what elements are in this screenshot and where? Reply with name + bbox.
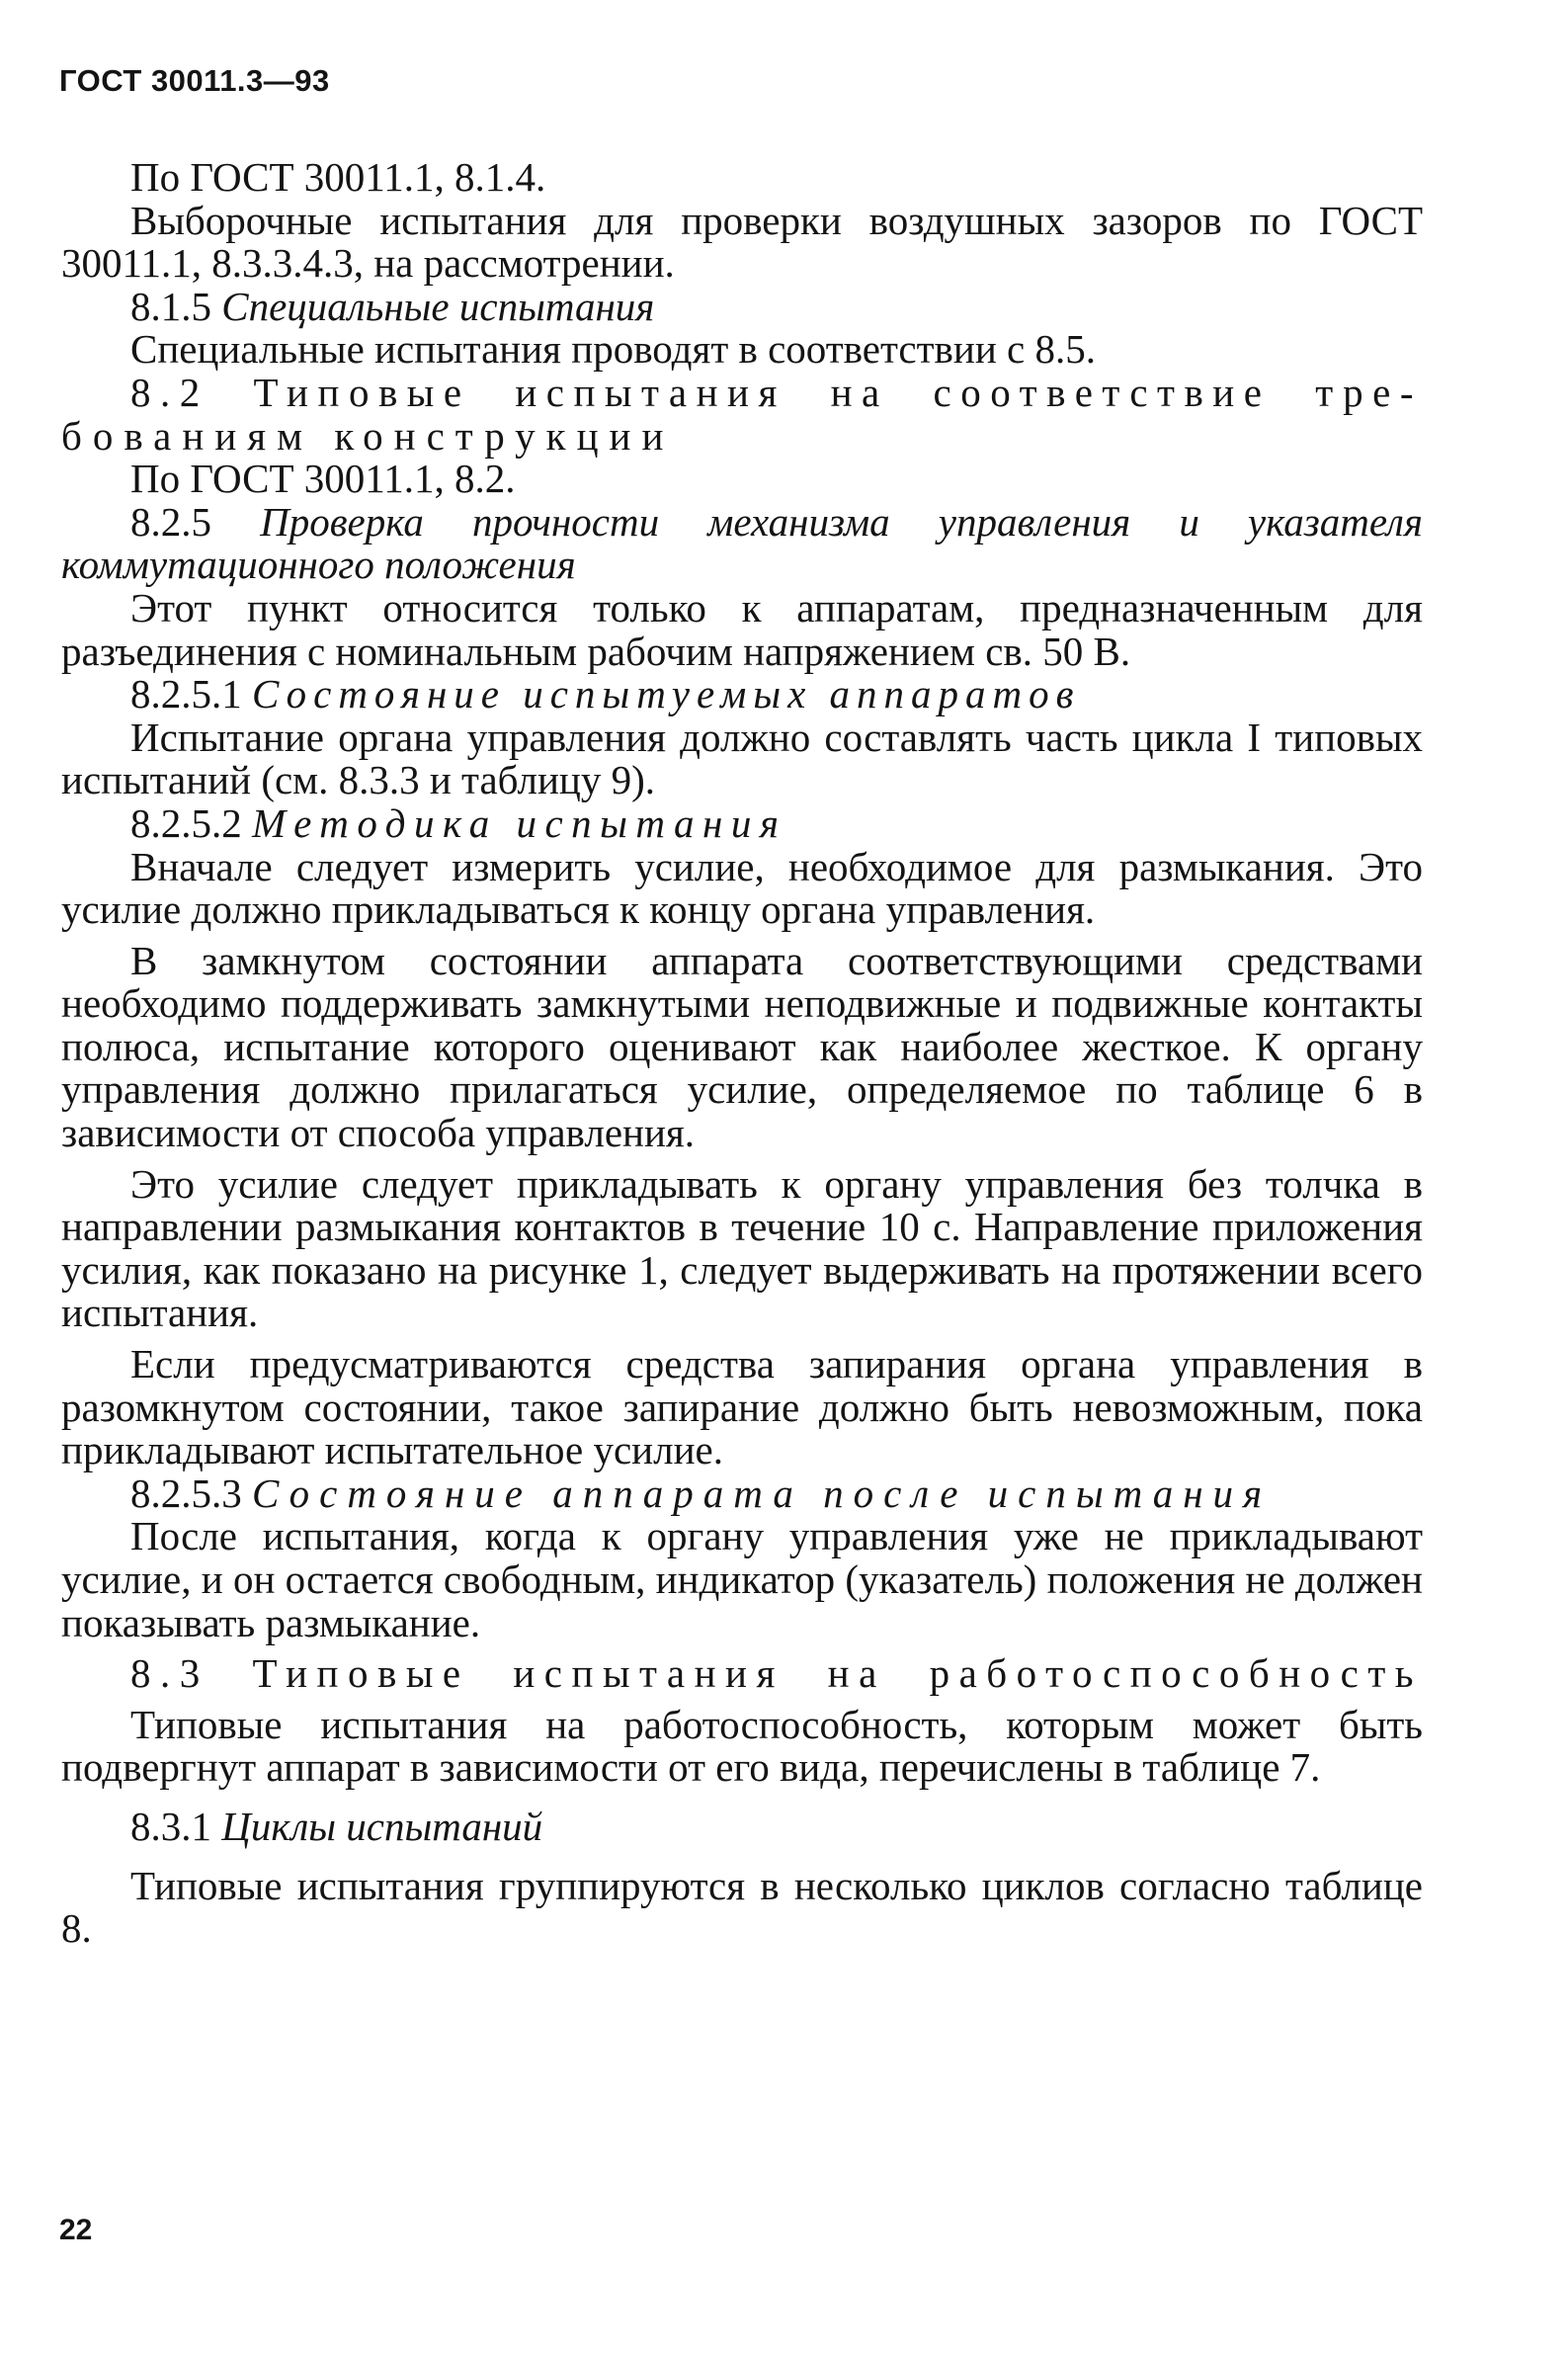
heading-8-2-5-1 (61, 673, 1423, 716)
heading-8-3: 8.3 Типовые испытания на работоспособность (130, 1650, 1423, 1697)
section-number: 8.1.5 (130, 283, 211, 329)
heading-8-1-5 (61, 283, 1423, 329)
section-title: Специальные испытания (221, 283, 655, 329)
standard-designation: ГОСТ 30011.3—93 (59, 63, 330, 98)
section-number: 8.2.5.2 (130, 799, 242, 846)
paragraph-performance-tests: Типовые испытания на работоспособность, которым может быть подвергнут аппарат в зависимости от его вида, перечислены в таблице 7. (61, 1701, 1423, 1791)
paragraph-locking: Если предусматриваются средства запирания органа управления в разомкнутом состоянии, такое запирание должно быть невозможным, пока прикладывают испытательное усилие. (61, 1341, 1423, 1473)
paragraph-control-test: Испытание органа управления должно составлять часть цикла I типовых испытаний (см. 8.3.3 и таблицу 9). (61, 714, 1423, 803)
heading-8-3-1 (61, 1803, 1423, 1849)
heading-8-2-5-2 (61, 799, 1423, 846)
paragraph-special-tests: Специальные испытания проводят в соответствии с 8.5. (130, 326, 1096, 373)
section-title: Состояние аппарата после испытания (252, 1470, 1273, 1516)
paragraph-ref-8-2: По ГОСТ 30011.1, 8.2. (130, 456, 516, 502)
paragraph-test-cycles: Типовые испытания группируются в несколько циклов согласно таблице 8. (61, 1862, 1423, 1952)
section-number: 8.2.5.1 (130, 671, 242, 717)
paragraph-apply-force: Это усилие следует прикладывать к органу управления без толчка в направлении размыкания контактов в течение 10 с. Направление приложения усилия, как показано на рисунке 1, следует выдерживать на протяжении всего испытания. (61, 1160, 1423, 1336)
paragraph-sample-tests: Выборочные испытания для проверки воздушных зазоров по ГОСТ 30011.1, 8.3.3.4.3, на рассмотрении. (61, 197, 1423, 287)
page-number: 22 (59, 2214, 93, 2246)
section-title: Методика испытания (252, 799, 787, 846)
section-title: Состояние испытуемых аппаратов (252, 671, 1081, 717)
paragraph-after-test: После испытания, когда к органу управления уже не прикладывают усилие, и он остается свободным, индикатор (указатель) положения не должен показывать размыкание. (61, 1513, 1423, 1645)
paragraph-measure-force: Вначале следует измерить усилие, необходимое для размыкания. Это усилие должно прикладываться к концу органа управления. (61, 843, 1423, 933)
section-number: 8.2.5 (130, 498, 211, 545)
heading-8-2-5 (61, 498, 1423, 588)
paragraph-closed-state: В замкнутом состоянии аппарата соответствующими средствами необходимо поддерживать замкнутыми неподвижные и подвижные контакты полюса, испытание которого оценивают как наиболее жесткое. К органу управления должно прилагаться усилие, определяемое по таблице 6 в зависимости от способа управления. (61, 937, 1423, 1156)
section-title: Проверка прочности механизма управления и указателя коммутационного положения (61, 498, 1423, 588)
heading-8-2-line-2: бованиям конструкции (61, 412, 675, 459)
paragraph-ref-8-1-4: По ГОСТ 30011.1, 8.1.4. (130, 154, 546, 200)
heading-8-2-5-3 (61, 1472, 1423, 1516)
section-title: Циклы испытаний (221, 1803, 543, 1849)
heading-8-2-line-1: 8.2 Типовые испытания на соответствие тре- (130, 369, 1423, 415)
paragraph-scope: Этот пункт относится только к аппаратам, предназначенным для разъединения с номинальным рабочим напряжением св. 50 В. (61, 584, 1423, 674)
section-number: 8.2.5.3 (130, 1470, 242, 1516)
document-body (61, 156, 1423, 1951)
section-number: 8.3.1 (130, 1803, 211, 1849)
